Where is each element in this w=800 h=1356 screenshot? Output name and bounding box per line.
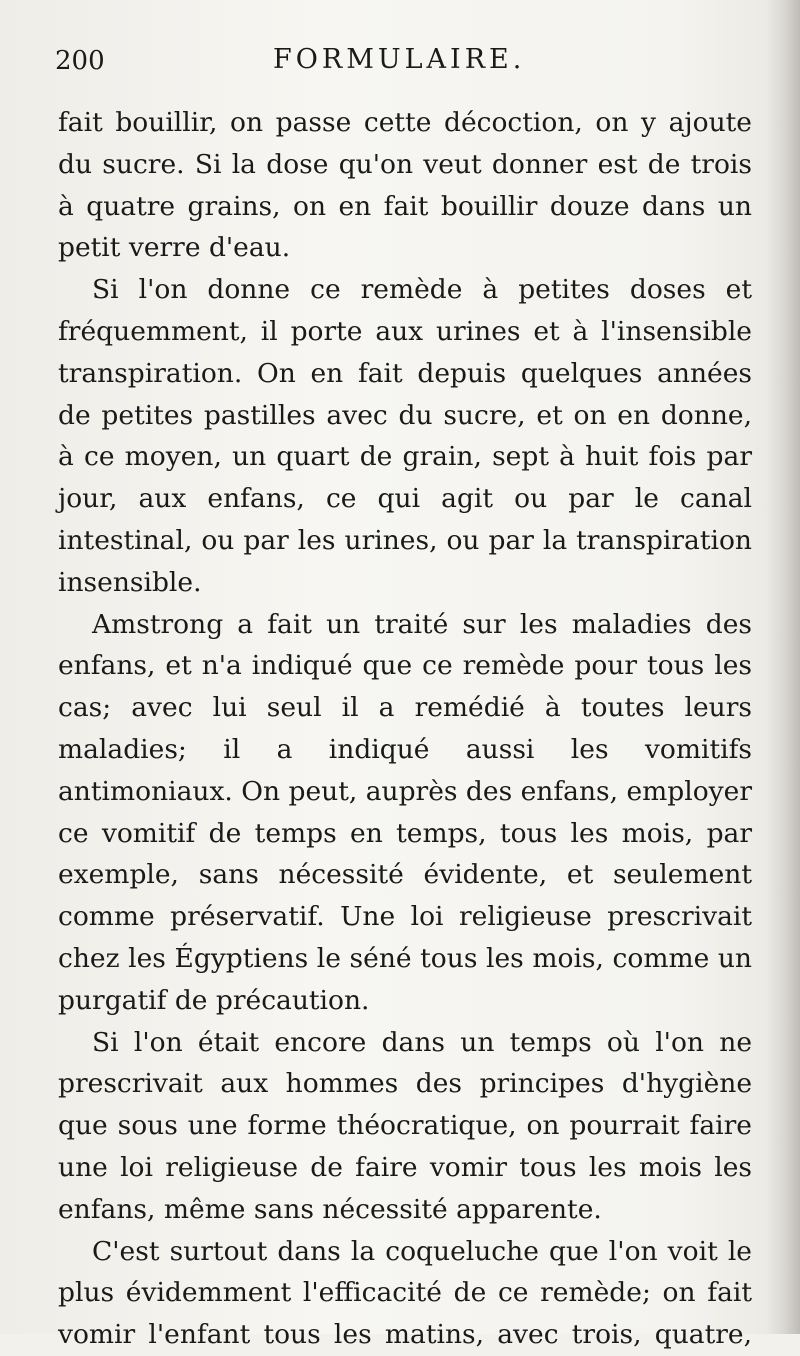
page-number: 200 xyxy=(55,46,105,76)
paragraph-3: Amstrong a fait un traité sur les maladies des enfans, et n'a indiqué que ce remède pour tous les cas; avec lui seul il a remédié à toutes leurs maladies; il a indiqué aussi les vomitifs antimoniaux. On peut, auprès des enfans, employer ce vomitif de temps en temps, tous les mois, par exemple, sans nécessité évidente, et seulement comme préservatif. Une loi religieuse prescrivait chez les Égyptiens le séné tous les mois, comme un purgatif de précaution. xyxy=(58,608,752,1016)
paragraph-4: Si l'on était encore dans un temps où l'on ne prescrivait aux hommes des principes d'hygiène que sous une forme théocratique, on pourrait faire une loi religieuse de faire vomir tous les mois les enfans, même sans nécessité apparente. xyxy=(58,1026,752,1225)
page-gutter-shadow xyxy=(766,0,800,1334)
paragraph-5: C'est surtout dans la coqueluche que l'on voit le plus évidemment l'efficacité de ce remède; on fait vomir l'enfant tous les matins, avec trois, quatre, xyxy=(58,1235,752,1351)
paragraph-1: fait bouillir, on passe cette décoction, on y ajoute du sucre. Si la dose qu'on veut donner est de trois à quatre grains, on en fait bouillir douze dans un petit verre d'eau. xyxy=(58,107,752,264)
running-title: FORMULAIRE. xyxy=(273,44,526,75)
page-header xyxy=(55,46,755,86)
paragraph-2: Si l'on donne ce remède à petites doses et fréquemment, il porte aux urines et à l'insensible transpiration. On en fait depuis quelques années de petites pastilles avec du sucre, et on en donne, à ce moyen, un quart de grain, sept à huit fois par jour, aux enfans, ce qui agit ou par le canal intestinal, ou par les urines, ou par la transpiration insensible. xyxy=(58,274,752,598)
page-body xyxy=(58,102,752,1356)
